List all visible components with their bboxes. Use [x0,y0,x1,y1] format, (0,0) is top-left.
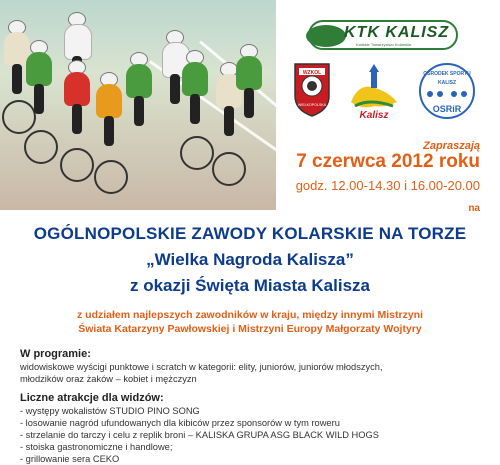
kalisz-city-logo [345,62,403,120]
invite-zapraszaja: Zapraszają [423,140,480,152]
osrir-bottom-text: OSRiR [432,104,462,114]
osrir-top-text: OŚRODEK SPORTU [423,71,471,77]
crest-top-text: WZKOL [302,70,322,76]
cyclists-photo [0,0,276,210]
osrir-logo [412,62,482,120]
kalisz-logo-text: Kalisz [359,110,389,120]
wzkol-crest-logo [292,60,332,118]
event-hours: godz. 12.00-14.30 i 16.00-20.00 [295,178,480,193]
osrir-mid-text: KALISZ [437,80,457,86]
event-subtitle-award: „Wielka Nagroda Kalisza” [146,250,354,269]
ktk-swoosh-icon [306,25,346,47]
ktk-kalisz-logo [308,20,458,50]
attractions-heading: Liczne atrakcje dla widzów: [20,392,164,404]
ktk-logo-subtitle: Kaliskie Towarzystwo Kolarskie [356,42,412,47]
event-date: 7 czerwca 2012 roku [296,151,480,172]
attraction-item: - strzelanie do tarczy i celu z replik broni – KALISKA GRUPA ASG BLACK WILD HOGS [20,430,379,440]
crest-bottom-text: WIELKOPOLSKA [297,103,327,107]
attraction-item: - grillowanie sera CEKO [20,454,120,464]
ktk-logo-text: KTK KALISZ [344,24,450,41]
invite-na: na [468,203,480,214]
attraction-item: - występy wokalistów STUDIO PINO SONG [20,406,200,416]
program-heading: W programie: [20,348,91,360]
event-subtitle-occasion: z okazji Święta Miasta Kalisza [130,276,370,295]
program-line: młodzików oraz żaków – kobiet i mężczyzn [20,374,197,384]
attraction-item: - losowanie nagród ufundowanych dla kibiców przez sponsorów w tym roweru [20,418,340,428]
event-title: OGÓLNOPOLSKIE ZAWODY KOLARSKIE NA TORZE [33,224,467,243]
attraction-item: - stoiska gastronomiczne i handlowe; [20,442,173,452]
participants-line-1: z udziałem najlepszych zawodników w kraju, między innymi Mistrzyni [77,309,423,321]
participants-line-2: Świata Katarzyny Pawłowskiej i Mistrzyni Europy Małgorzaty Wojtyry [78,323,422,335]
program-line: widowiskowe wyścigi punktowe i scratch w kategorii: elity, juniorów, juniorów młodszych, [20,362,383,372]
